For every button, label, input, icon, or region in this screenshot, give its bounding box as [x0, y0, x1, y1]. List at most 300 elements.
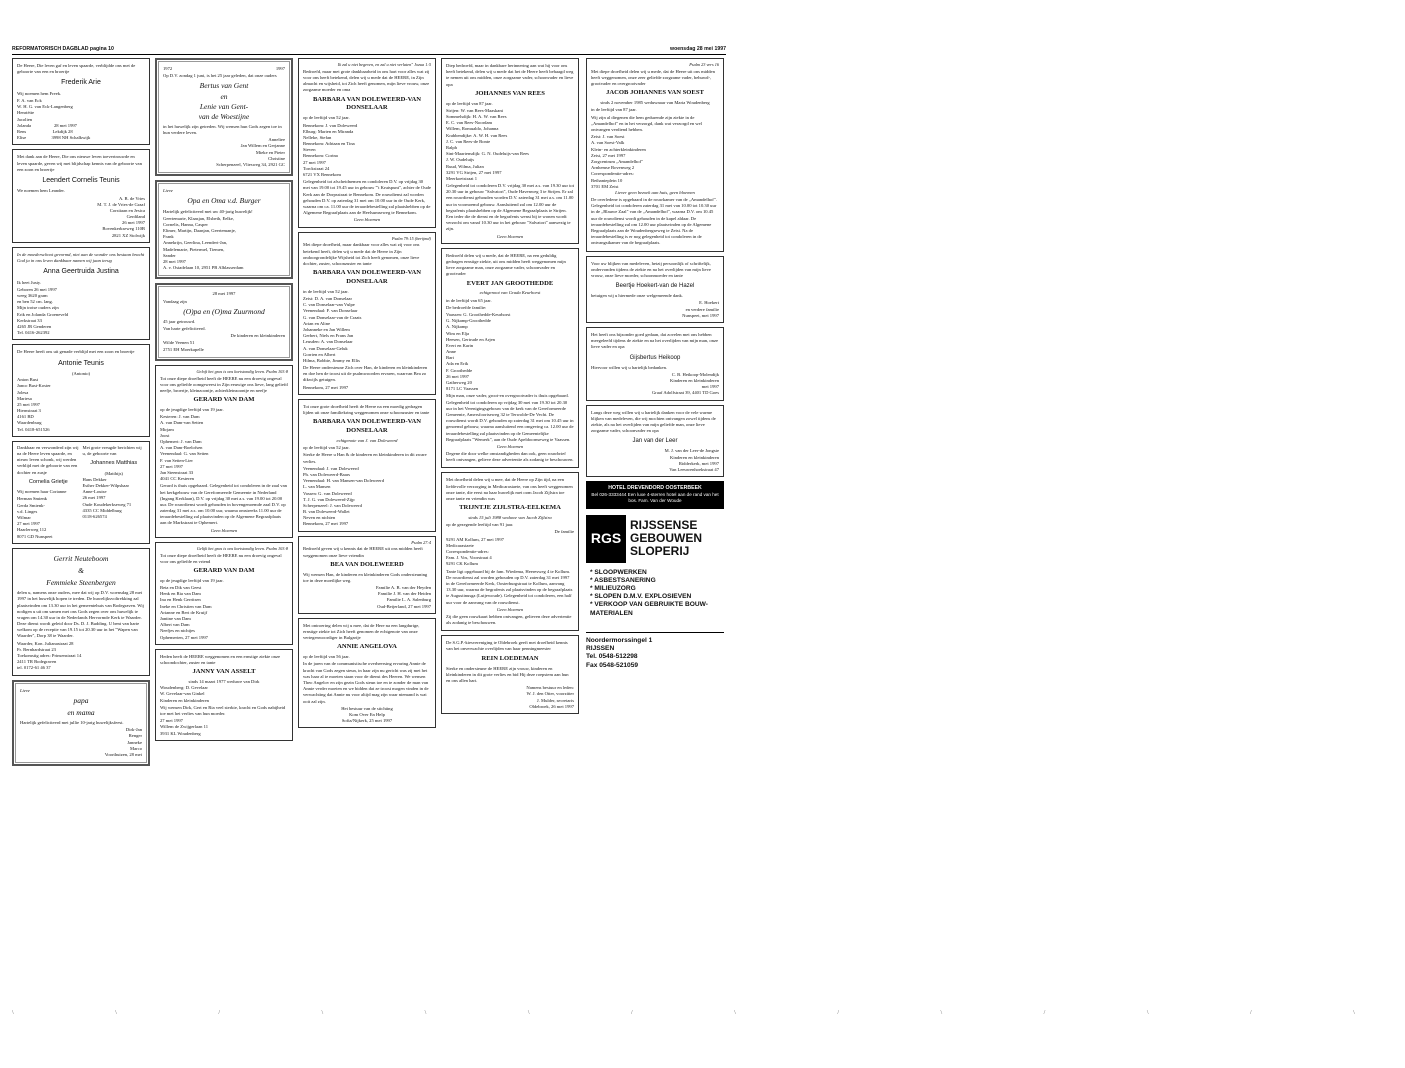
text-line: Veenendaal: H. van Mansen-van Doleweerd	[303, 478, 384, 484]
ad-name: TRIJNTJE ZIJLSTRA-EELKEMA	[459, 504, 561, 512]
ad-intro: Bedroefd delen wij u mede, dat de HEERE, na een geduldig gedragen ernstige ziekte, uit ons midden heeft weggenomen mijn lieve zorgzame man, onze zorgzame vader, schoonvader en grootvader	[446, 252, 566, 277]
text-line: F. van Setten-Lier	[160, 457, 193, 463]
year-left: 1972	[163, 66, 173, 71]
text-line: Mariesa	[17, 395, 32, 401]
text-line: Janneke	[127, 739, 142, 745]
text-line: 8071 GD Nunspeet	[17, 533, 53, 539]
obituary-johannes	[441, 58, 579, 244]
text-line: en	[220, 91, 228, 101]
thanks-beertje	[586, 256, 724, 323]
ad-name: Anna Geertruida Justina	[43, 268, 119, 276]
text-line: Willem, Romualdo, Johanna	[446, 126, 499, 132]
ad-name: BARBARA VAN DOLEWEERD-VAN DONSELAAR	[312, 269, 422, 285]
text-line: v.d. Linges	[17, 508, 38, 514]
ad-intro: Op D.V. zondag 1 juni, is het 25 jaar geleden, dat onze ouders	[163, 73, 277, 79]
text-line: Waardenburg	[17, 420, 42, 426]
rgs-company-name	[630, 519, 702, 559]
text-line: Mijn trotse ouders zijn	[17, 305, 59, 311]
ad-name: REIN LOEDEMAN	[481, 654, 539, 662]
text-line: 25 mei 1997	[17, 401, 40, 407]
text-line: Anne	[446, 349, 456, 355]
ad-name: Antonie Teunis	[58, 359, 104, 367]
ad-sub: (Matthijs)	[104, 470, 123, 476]
ad-verse: Ik zal u niet begeven, en zal u niet verlaten" Jozua 1:5	[337, 62, 431, 67]
text-line: Wim en Elja	[446, 330, 470, 336]
text-line: Vassen: G. van Doleweerd	[303, 490, 352, 496]
text-line: Veenendaal: J. van Doleweerd	[303, 465, 359, 471]
text-line: Bennekom: Corina	[303, 153, 338, 159]
text-line: 0118-626574	[82, 514, 107, 520]
text-line: Jantine van Dam	[160, 616, 191, 621]
text-line: Frank	[163, 234, 174, 240]
ad-text: Hartelijk gefeliciteerd met uw 40-jarig huwelijk!	[163, 208, 253, 214]
ad-name-2: en mama	[67, 707, 95, 717]
text-line: Anneliee	[268, 137, 285, 143]
ad-text-3: Gelegenheid tot afscheidnemen en condoleren D.V. op vrijdag 30 mei van 19.00 tot 19.45 uur in gebouw "'t Kruispunt", achter de Oude Kerk aan de Dorpsstraat te Bennekom. De rouwdienst zal worden gehouden D.V. op zaterdag 31 mei om 10.00 uur in de Oude Kerk, waarna om ca. 11.00 uur de teraardebestelling zal plaatshebben op de Algemene Begraafplaats aan de Heelsumseweg te Bennekom.	[303, 179, 431, 216]
ad-foot: Bennekom, 27 mei 1997	[303, 384, 349, 390]
ad-verse: Psalm 27:4	[411, 539, 431, 545]
thanks-gijsbertus	[586, 327, 724, 401]
text-line: Gatherweg 20	[446, 380, 472, 386]
ad-text-3: De Heere ondersteune Zich over Han, de kinderen en kleinkinderen en doe hen de troost uit de psalmwoorden ervaren, waarvan Bea zo dikwijls getuigen.	[303, 365, 428, 383]
text-line: Familie L. A. Salenburg	[386, 597, 431, 603]
ad-text: delen u, namens onze ouders, mee dat wij op D.V. woensdag 28 mei 1997 in het huwelijk hopen te treden. De huwelijksvoltrekking zal plaatsvinden om 13.30 uur in het gemeentehuis van Bodegraven. Wij nodigen u uit om samen met ons Gods zegen over ons huwelijk te vragen om 14.30 uur in de Nederlands Hervormde Kerk te Waarder. Deze dienst wordt geleid door Ds. D. J. Budding. U bent van harte welkom op de receptie van 19.15 tot 20.30 uur in het "Wapen van Waarder", Dorp 38 te Waarder.	[17, 590, 144, 639]
text-line: Familie A. B. van der Heyden	[376, 585, 431, 591]
ad-name: Cornelia Grietje	[28, 478, 68, 485]
text-line: Evert en Karin	[446, 342, 474, 348]
ad-text: Sterke en ondersteune de HEERE zijn vrouw, kinderen en kleinkinderen in dit grote verlies en bid Hij deze roepstem aan hun en ons allen hart.	[446, 665, 569, 683]
rgs-ad	[586, 515, 724, 670]
ad-text: op de jeugdige leeftijd van 19 jaar.	[160, 407, 224, 413]
ad-intro: Bedroefd geven wij u kennis dat de HEERE uit ons midden heeft weggenomen onze lieve vriendin	[303, 546, 423, 558]
ad-lines	[591, 372, 719, 397]
text-line: Esther Dekker-Wilpshaar	[82, 483, 130, 489]
text-line: Elimer, Martijn, Daanjan, Geertemanje,	[163, 228, 236, 234]
text-line: Fam. J. Vos, Voorstraat 4	[446, 555, 492, 561]
text-line: RIJSSEN	[586, 645, 615, 653]
ad-foot: Geen bloemen	[496, 443, 524, 449]
text-line: * VERKOOP VAN GEBRUIKTE BOUW-MATERIALEN	[590, 601, 708, 617]
text-line: Scherpenzeel: J. van Doleweerd	[303, 502, 362, 508]
text-line: Ph. van Doleweerd-Baars	[303, 471, 351, 477]
ad-verse: Gelijk het gras is ons kortstondig leven. Psalm 103:8	[196, 545, 288, 551]
column-2	[155, 58, 293, 745]
ad-lines	[160, 585, 288, 641]
text-line: A. B. de Vries	[118, 195, 145, 201]
ad-name: EVERT JAN GROOTHEDDE	[466, 279, 554, 287]
ad-sub: (Antonio)	[71, 370, 91, 376]
ad-lines	[446, 685, 574, 710]
ad-intro: De S.G.P.-kiesvereniging te Oldebroek geeft met droefheid kennis van het onverwachte overlijden van haar penningmeester	[446, 640, 568, 652]
obituary-gerard-2	[155, 542, 293, 645]
birth-ad-antonie	[12, 344, 150, 437]
text-line: van de Woestijne	[198, 111, 250, 121]
text-line: Familie J. H. van der Heiden	[378, 591, 431, 597]
ad-intro: Met droefheid delen wij u mee, dat de Heere op Zijn tijd, na een liefdevolle verzorging in Medicarastaete, van ons heeft weggenomen onze tante, die eerst na haar huwelijk met oom Jacob Zijlstra toe onze tante en vriendin was	[446, 477, 573, 502]
ad-text: in de leeftijd van 52 jaar.	[303, 288, 349, 294]
ad-lines	[20, 727, 142, 758]
text-line: Steven	[303, 147, 316, 153]
ad-lines	[303, 296, 431, 364]
text-line: 4041 CC Kesteren	[160, 476, 194, 482]
text-line: 8171 LC Vaassen	[446, 386, 479, 392]
ad-text: Wij noemen haar Corianne	[17, 489, 67, 495]
ad-name: BEA VAN DOLEWEERD	[330, 560, 404, 568]
text-line: Ada en Erik	[446, 361, 469, 367]
text-line: Zeist: J. van Soest	[591, 134, 625, 140]
text-line: Tel. 0548-512298	[586, 653, 638, 661]
ad-name: JANNY VAN ASSELT	[192, 668, 256, 676]
text-line: F. Groothedde	[446, 367, 473, 373]
text-line: SLOPERIJ	[630, 544, 690, 559]
ad-text: 45 jaar getrouwd.	[163, 318, 196, 324]
header-left: REFORMATORISCH DAGBLAD pagina 10	[12, 46, 114, 52]
text-line: Klein- en achterkleinkinderen	[591, 146, 646, 152]
text-line: W. H. G. van Eck-Langenberg	[17, 104, 73, 110]
obituary-rein	[441, 635, 579, 714]
text-line: Nunspeet, mei 1997	[682, 312, 719, 318]
obituary-barbara-2	[298, 232, 436, 395]
text-line: 26 mei 1997	[122, 220, 145, 226]
ad-lines-2	[160, 718, 288, 737]
text-line: M. T. J. de Vries-de Graaf	[97, 201, 145, 207]
ad-intro: Met dank aan de Heere, Die ons nieuwe leven toevertrouwde en leven spaarde, geven wij met blijdschap kennis van de geboorte van een zoon en broertje	[17, 154, 142, 172]
text-line: Annekrijn, Geerlina, Leendert-Jan,	[163, 240, 228, 246]
text-line: Jan Willem en Gerjanne	[240, 143, 285, 149]
text-line: Henriëtte	[17, 110, 35, 116]
ad-text: betuigen wij u hiermede onze welgemeende dank.	[591, 293, 683, 299]
year-row	[163, 66, 285, 72]
text-line: Geertemarie, Klaasjan, Elsbeth, Eelke,	[163, 215, 235, 221]
ad-text: Hiervoor willen wij u hartelijk bedanken.	[591, 364, 668, 370]
text-line: Tel. 0418-651526	[17, 426, 50, 432]
ad-text-3: In de jaren van de communistische overheersing ervaring Annie de kracht van Gods zegen steun, in haar zijn nu gericht was zij met het was haar al te moeten staan voor de dienst des Heeren. We wensen Theo Angelov en zijn gezin Gods steun toe en te zonder de man van Annie verder moeten en we bidden dat ze troost mogen vinden in de verwachting dat Annie nu voor altijd mag zijn waar niemand is wat ooit zal zijn.	[303, 661, 429, 704]
text-line: Wilde Veenen 51	[163, 340, 195, 346]
ad-lines	[160, 685, 288, 704]
text-line: Sommelsdijk: H. A. W. van Rees	[446, 114, 507, 120]
text-line: 2411 TR Bodegraven	[17, 659, 57, 665]
obituary-jacob	[586, 58, 724, 252]
text-line: Lenie van Gent-	[199, 101, 249, 111]
ad-name: JACOB JOHANNES VAN SOEST	[606, 89, 704, 97]
wedding-ad	[12, 548, 150, 676]
ad-sub: sinds 14 maart 1977 weduwe van Dirk	[188, 679, 260, 685]
ad-text-4: Tante ligt opgebaard bij de fam. Wiedema, Heeresweg 4 te Kollum. De rouwdienst zal worden gehouden op D.V. zaterdag 31 mei 1997 in de Gereformeerde Kerk, Oosterburgstraat te Kollum, aanvang 13.30 uur, waarna de begrafenis zal plaatsvinden op de begraafplaats te Augustinusga (Lutjewoude). Gelegenheid tot condoleren, een half uur voor de aanvang van de rouwdienst.	[446, 568, 573, 605]
text-line: Johanneke en Jan Willem	[303, 326, 350, 332]
ad-text: in de leeftijd van 87 jaar.	[591, 107, 637, 113]
text-line: Gerbert, Niels en Frans Jan	[303, 333, 354, 339]
ad-text: Ik heet Justy.	[17, 279, 42, 285]
page-footer-marks: \ \ / \ \ \ / \ / \ / \ / \	[12, 1010, 1405, 1016]
ad-lines	[446, 108, 574, 182]
text-line: 9291 AM Kollum, 27 mei 1997	[446, 536, 504, 542]
ad-text: in de leeftijd van 65 jaar.	[446, 297, 492, 303]
text-line: Ineke en Christien van Dam	[160, 603, 212, 609]
text-line: W. Gevelaar-van Ginkel	[160, 691, 205, 697]
text-line: en ben 52 cm. lang.	[17, 299, 53, 305]
ad-text-3: De bedroefde familie:	[446, 304, 487, 310]
text-line: Het bestuur van de stichting	[341, 705, 393, 711]
text-line: Sint-Maartensdijk: G. N. Oudeluijs-van Rees	[446, 151, 529, 157]
text-line: Elburg: Marien en Miranda	[303, 128, 354, 134]
hotel-banner	[586, 481, 724, 508]
text-line: 27 mei 1997	[303, 159, 326, 165]
ad-lines	[17, 196, 145, 239]
ad-text: in het huwelijk zijn getreden. Wij wensen hun Gods zegen toe in hun verdere leven.	[163, 123, 282, 136]
text-line: Dirk-Jan	[125, 727, 142, 733]
text-line: Sofia/Nijkerk, 25 mei 1997	[341, 718, 393, 724]
text-line: Zeist: D. A. van Donselaar	[303, 296, 352, 302]
ad-text: op de leeftijd van 52 jaar.	[303, 115, 350, 121]
text-line: A. van Soest-Valk	[591, 140, 625, 146]
hotel-text: Bel 026-3333444 Een luxe 4-sterren hotel aan de rand van het bos. Fam. Van der Woude	[591, 492, 719, 504]
text-line: Toekomstig adres: Prinsenstraat 14	[17, 653, 82, 659]
ad-name: BARBARA VAN DOLEWEERD-VAN DONSELAAR	[312, 95, 422, 112]
text-line: Correspondentie-adres:	[446, 549, 489, 555]
text-line: Bennekom: Adriaan en Tina	[303, 141, 355, 147]
ad-intro: Heden heeft de HEERE weggenomen en een ernstige ziekte onze schoondochter, zuster en tante	[160, 653, 281, 665]
ad-name: GERARD VAN DAM	[193, 566, 255, 574]
ad-lines	[446, 312, 574, 392]
text-line: Graaf Adolfstraat 39, 4401 TD Goes	[651, 390, 719, 396]
rgs-logo-icon: RGS	[586, 515, 626, 563]
text-line: Rens Lekdijk 28	[17, 128, 73, 134]
text-line: Wilmar	[17, 515, 31, 521]
ad-label: Vandaag zijn	[163, 298, 187, 304]
text-line: Kinderen en kleinkinderen	[670, 378, 719, 383]
text-line: en verdere familie	[685, 306, 719, 312]
text-line: F. A. van Eck	[17, 98, 42, 103]
birth-ad-cornelia	[17, 445, 80, 540]
ad-intro: Het heeft ons bijzonder goed gedaan, dat zovelen met ons hebben meegeleefd tijdens de ziekte en na het overlijden van mijn man, onze lieve vader en opa	[591, 331, 719, 350]
ad-text: Wij noemen hem Freek.	[17, 90, 62, 96]
text-line: T. J. G. van Doleweerd-Zijp	[303, 496, 355, 502]
column-4	[441, 58, 579, 718]
text-line: Madelemarie, Pietermel, Tiemen,	[163, 246, 225, 252]
text-line: Erik en Jolanda Groeneveld	[17, 311, 69, 317]
text-line: Jacolien	[17, 116, 33, 122]
obituary-janny	[155, 649, 293, 741]
text-line: C. van Donselaar-van Vulpe	[303, 302, 355, 308]
text-line: Willem de Zwijgerlaan 11	[160, 724, 208, 730]
text-line: Scherpenzeel, Vliesweg 34, 2921 GC	[216, 162, 285, 167]
text-line: Ralph	[446, 144, 457, 150]
text-line: Fr. Bernhardstraat 23	[17, 646, 56, 652]
ad-name: Leendert Cornelis Teunis	[42, 176, 120, 184]
obituary-annie	[298, 618, 436, 729]
ad-lines	[17, 496, 80, 539]
text-line: Bethanieplein 10	[591, 177, 623, 183]
ad-date: 28 mei 1997	[212, 291, 236, 297]
text-line: Albert van Dam	[160, 622, 190, 628]
ad-text: op de gezegende leeftijd van 91 jaar.	[446, 522, 514, 528]
ad-text: op de jeugdige leeftijd van 19 jaar.	[160, 577, 224, 583]
text-line: Zorgcentrum „Amandelhof"	[591, 158, 643, 164]
text-line: Hilma, Bobbie, Jimmy en Ellis	[303, 357, 360, 363]
text-line: * SLOPEN D.M.V. EXPLOSIEVEN	[590, 593, 692, 601]
ad-text-5: Zij die geen rouwkaart hebben ontvangen, gelieven deze advertentie als zodanig te beschouwen.	[446, 613, 572, 626]
text-line: Kom Over En Help	[349, 711, 385, 717]
text-line: mei 1997	[701, 384, 719, 390]
text-line: G. van Donselaar-van de Craats	[303, 314, 362, 320]
text-line: Leusden: A. van Donselaar	[303, 339, 353, 345]
ad-intro: Met diepe droefheid, maar dankbaar voor alles wat zij voor ons betekend heeft, delen wij u mede dat de Heere in Zijn ondoorgrondelijke Wijsheid tot Zich heeft genomen, onze lieve dochter, zuster, schoonzuster en tante	[303, 242, 420, 266]
text-line: weeg 3620 gram	[17, 293, 48, 298]
ad-intro: Met ontroering delen wij u mee, dat de Here na een langdurige, ernstige ziekte tot Zich heeft genomen de echtgenote van onze vertegenwoordiger in Bulgarije	[303, 622, 420, 641]
ad-lines	[163, 216, 285, 272]
ad-text: Wij wensen Han, de kinderen en kleinkinderen Gods ondersteuning toe in deze moeilijke weg.	[303, 571, 428, 583]
text-line: Arian en Aline	[303, 320, 331, 326]
obituary-bea	[298, 536, 436, 614]
ad-text-3: Gerard is thuis opgebaard. Gelegenheid tot condoleren in de zaal van het kerkgebouw van de Gereformeerde Gemeente in Nederland (Ingang Kerklaan), D.V. op vrijdag 30 mei a.s. van 19.00 tot 20.00 uur. De rouwdienst wordt gehouden in bovengenoemde zaal D.V. op zaterdag 31 mei a.s. om 10.00 uur, waarna omstreeks 11.00 uur de teraardebestelling zal plaatsvinden op de Algemene Begraafplaats aan de Markstraat te Ophemert.	[160, 483, 287, 526]
hotel-ad	[586, 481, 724, 508]
text-line: Voorthuizen, 28 mei	[104, 751, 142, 757]
ad-name: Beertje Hoekert-van de Hazel	[615, 283, 695, 290]
text-line: Nelleke, Stefan	[303, 134, 332, 140]
year-right: 1997	[275, 66, 285, 71]
text-line: Janco Bust-Koster	[17, 383, 51, 389]
text-line: E. C. van Rees-Noordam	[446, 120, 493, 126]
ad-intro: Voor uw blijken van medeleven, hetzij persoonlijk of schriftelijk, ondervonden tijdens de ziekte en na het overlijden van mijn lieve vrouw, onze lieve moeder, schoonmoeder en tante	[591, 260, 711, 278]
ad-lines	[591, 134, 719, 190]
text-line: Cornelis, Hanna, Casper	[163, 221, 208, 227]
ad-lines	[17, 98, 145, 141]
text-line: Mieke en Pieter	[255, 149, 285, 155]
ad-name: Jan van der Leer	[632, 438, 678, 445]
text-line: W. J. den Otter, voorzitter	[526, 691, 574, 697]
text-line: Van Leeuwenhoekstraat 47	[669, 466, 719, 472]
ad-name: Opa en Oma v.d. Burger	[187, 196, 261, 206]
rgs-services	[590, 569, 724, 618]
ad-intro: Bedroefd, maar met grote dankbaarheid in ons hart voor alles wat zij voor ons heeft betekend, delen wij u mede dat de HEERE, in Zijn almacht en wijsheid, tot Zich heeft genomen, mijn lieve vrouw, onze zorgzame moeder en oma	[303, 68, 430, 93]
page-header	[12, 46, 726, 55]
text-line: Bennekom: J. van Doleweerd	[303, 122, 358, 128]
anniversary-zuurmond	[155, 283, 293, 360]
ad-name: Frederik Arie	[61, 79, 101, 87]
ad-text-3: Wij zijn al diegenen die hem gedurende zijn ziekte in de „Amandelhof" en in het verzorgd, dank wat verzorgd en wel ontvangen verdiend hebben.	[591, 114, 702, 132]
text-line: Christine	[268, 155, 285, 161]
ad-sub: echtgenoot van Grada Keurhorst	[479, 290, 541, 296]
text-line: Veenendaal: F. van Donselaar	[303, 308, 358, 314]
text-line: 26 mei 1997	[82, 495, 106, 501]
text-line: Hans Dekker	[82, 476, 107, 482]
ad-text: op de leeftijd van 87 jaar.	[446, 100, 493, 106]
ad-intro: Met diepe droefheid delen wij u mede, dat de Heere uit ons midden heeft weggenomen, onze zeer geliefde zorgzame vader, behuwd-, grootvader en overgrootvader	[591, 68, 715, 87]
ad-name: Johannes Matthias	[90, 460, 138, 467]
ad-lines	[160, 414, 288, 482]
ad-text: Wij wensen Dirk, Gert en Ria veel sterkte, kracht en Gods nabijheid toe met het verlies van hun moeder.	[160, 704, 286, 716]
ad-text-2: Van harte gefeliciteerd.	[163, 326, 206, 332]
text-line: Gerda Smienk-	[17, 502, 45, 508]
text-line: Bart	[446, 355, 454, 361]
ad-verse: Psalm 79:15 (berijmd)	[391, 235, 431, 241]
text-line: Mirjam	[160, 426, 174, 432]
text-line: Ina en Henk Gerritsen	[160, 597, 201, 603]
text-line: 4335 CC Middelburg	[82, 507, 122, 513]
ad-lines	[163, 340, 285, 352]
text-line: Waarder, Kon. Julianastraat 28	[17, 640, 74, 646]
ad-lines	[17, 641, 145, 672]
ad-name: papa	[73, 695, 89, 705]
obituary-barbara-1	[298, 58, 436, 228]
text-line: B. van Doleweerd-Wallet	[303, 509, 350, 515]
text-line: 27 mei 1997	[160, 463, 183, 469]
ad-text-3: De kinderen en kleinkinderen	[230, 333, 285, 339]
ad-lines	[303, 585, 431, 610]
ad-text-4: De overledene is opgebaard in de rouwkamer van de „Amandelhof". Gelegenheid tot condoleren zaterdag 31 mei van 10.00 tot 10.30 uur in de „Blauwe Zaal" van de „Amandelhof", waarna D.V. om 10.45 uur de rouwdienst wordt gehouden in de kapel aldaar. De teraardebestelling zal om 12.00 uur plaatsvinden op de Algemene Begraafplaats aan de Woudenbergseweg te Zeist. Na de teraardebestelling is er nog gelegenheid tot condoleren in de ontvangstkamer van de begraafplaats.	[591, 197, 717, 246]
text-line: Krabbendijke: A. W. H. van Rees	[446, 132, 508, 138]
birth-ad-leendert	[12, 149, 150, 243]
header-right: woensdag 28 mei 1997	[670, 46, 726, 52]
text-line: Correspondentie-adres:	[591, 171, 634, 177]
text-line: 4265 JR Genderen	[17, 323, 52, 329]
ad-sub: sinds 2 november 1985 weduwnaar van Maria Woudenberg	[600, 100, 710, 106]
text-line: RIJSSENSE	[630, 517, 698, 532]
text-line: * MILIEUZORG	[590, 585, 636, 593]
text-line: Gerdiland	[126, 214, 145, 220]
text-line: Fax 0548-521059	[586, 661, 639, 669]
text-line: Haarlerweg 112	[17, 527, 47, 533]
anniversary-papa-mama	[12, 680, 150, 767]
ad-name: BARBARA VAN DOLEWEERD-VAN DONSELAAR	[312, 418, 422, 435]
ad-lines	[303, 123, 431, 179]
text-line: Kinderen en kleinkinderen	[160, 697, 209, 703]
ad-sub: echtgenote van J. van Doleweerd	[336, 438, 398, 443]
text-line: L. van Mansen	[303, 484, 331, 490]
text-line: Oud-Beijerland, 27 mei 1997	[377, 603, 431, 609]
ad-text: op de leeftijd van 56 jaar.	[303, 654, 350, 660]
text-line: M. J. van der Leer-de Jongste	[664, 448, 719, 454]
text-line: Meerkoetstraat 1	[446, 175, 477, 181]
ad-intro: De Heere, Die leven gaf en leven spaarde, verblijdde ons met de geboorte van een en broertje	[17, 63, 136, 75]
text-line: Joost	[160, 432, 170, 438]
text-line: Bertus van Gent	[199, 81, 249, 91]
ad-name: (O)pa en (O)ma Zuurmond	[183, 306, 265, 316]
text-line: Jan Steenstraat 33	[160, 469, 194, 475]
ad-text-3: Gelegenheid tot condoleren D.V. vrijdag 30 mei a.s. van 19.30 uur tot 20.30 uur in gebouw "Salvatori", Oude Havenweg 3 te Strijen. Er zal een rouwdienst gehouden worden D.V. zaterdag 31 mei a.s. om 11.00 uur in voornoemd gebouw. Aansluitend zal om 12.00 uur de begrafenis plaatshebben op de Algemene Begraafplaats te Strijen. Een ieder die de dienst en de begrafenis wenst bij te wonen wordt verzocht om vanaf 10.30 uur in het gebouw "Salvatori" aanwezig te zijn.	[446, 183, 575, 232]
text-line: Arianne en Bert de Kruijf	[160, 609, 208, 615]
text-line: 3291 VG Strijen, 27 mei 1997	[446, 169, 502, 175]
thanks-jan	[586, 405, 724, 478]
text-line: Kerkstraat 33	[17, 317, 42, 323]
text-line: A. van Donselaar-Geluk	[303, 345, 348, 351]
text-line: A. van Dam-Boelofsen	[160, 445, 203, 451]
ad-foot: Geen bloemen	[210, 527, 238, 533]
anniversary-van-gent	[155, 58, 293, 176]
hotel-title: HOTEL DREVENDORD OOSTERBEEK	[608, 485, 702, 492]
ad-foot: Geen bloemen	[353, 217, 381, 223]
ad-verse: Geloft het gras is ons kortstondig leven. Psalm 103:8	[196, 368, 288, 374]
ad-intro	[17, 445, 80, 476]
obituary-barbara-3	[298, 399, 436, 532]
text-line: Bennekom, 27 mei 1997	[303, 521, 349, 527]
text-line: Zeist, 27 mei 1997	[591, 152, 626, 158]
text-line: A. v. Ostadelaan 10, 2951 PB Alblasserdam	[163, 265, 244, 271]
ad-name: GERARD VAN DAM	[193, 396, 255, 404]
text-line: Ruud, Wilma, Julian	[446, 163, 484, 169]
text-line: Veenendaal: G. van Setten	[160, 451, 209, 457]
text-line: * SLOOPWERKEN	[590, 568, 647, 576]
text-line: Heesen, Gertrude en Arjen	[446, 336, 495, 342]
ad-note: Liever geen bezoek aan huis, geen bloemen	[615, 189, 695, 195]
text-line: Tel. 0416-262392	[17, 330, 50, 336]
ad-lines	[303, 706, 431, 725]
text-line: 4161 BD	[17, 414, 34, 420]
text-line: 3701 EM Zeist	[591, 183, 619, 189]
text-line: * ASBESTSANERING	[590, 576, 656, 584]
ad-lines	[591, 448, 719, 473]
ad-text-4: Mijn man, onze vader, groot-en overgrootvader is thuis opgebaard. Gelegenheid tot condoleren op vrijdag 30 mei van 19.30 tot 20.30 uur in het Verenigingsgebouw van de kerk van de Gereformeerde Gemeente, Amersfoortseweg 32 te Terwolde-De Vecht. De rouwdienst wordt D.V. gehouden op zaterdag 31 mei om 10.45 uur in genoemd gebouw, waarna aansluitend een omgeving ca. 12.00 uur de teraardebestelling zal plaatsvinden op de Gemeentelijke Begraafplaats "Wemerk", aan de Oude Apeldoornseweg te Vaassen.	[446, 393, 574, 442]
